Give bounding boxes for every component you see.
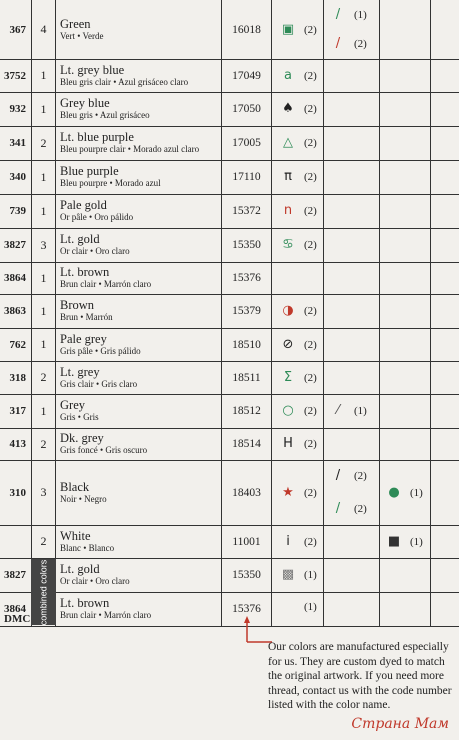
backstitch-count: (2) (354, 502, 367, 515)
color-name-alt: Gris foncé • Gris oscuro (60, 445, 148, 455)
french-knot-cell (380, 59, 431, 92)
thread-code: 18510 (222, 328, 272, 361)
color-name-english: Lt. brown (60, 596, 110, 610)
color-name (56, 59, 222, 92)
quantity: 3 (31, 460, 56, 525)
thread-code: 11001 (222, 525, 272, 558)
symbol-cell (272, 558, 324, 592)
stitch-symbol (278, 135, 317, 150)
french-knot-cell (380, 460, 431, 525)
symbol-cell (272, 59, 324, 92)
symbol-cell (272, 92, 324, 126)
backstitch-icon: ⁄ (336, 403, 340, 418)
color-name-alt: Bleu gris • Azul grisáceo (60, 110, 150, 120)
backstitch-cell (324, 59, 380, 92)
backstitch-icon: / (335, 468, 341, 483)
symbol-cell (272, 228, 324, 262)
dmc-number: 739 (9, 205, 26, 217)
color-name-alt: Brun clair • Marrón claro (60, 279, 152, 289)
color-name-alt: Bleu gris clair • Azul grisáceo claro (60, 76, 189, 87)
backstitch-cell (324, 558, 380, 592)
color-name-alt: Gris clair • Gris claro (60, 378, 138, 389)
thread-code: 15372 (222, 194, 272, 228)
stitch-symbol-icon: △ (283, 135, 293, 150)
color-name-alt: Noir • Negro (60, 493, 107, 504)
french-knot-cell (380, 558, 431, 592)
thread-code: 17110 (222, 160, 272, 194)
stitch-symbol-count: (2) (304, 102, 317, 115)
color-name (56, 92, 222, 126)
color-name (56, 558, 222, 592)
color-name (56, 228, 222, 262)
color-name-english: White (60, 528, 91, 543)
french-knot-cell (380, 194, 431, 228)
thread-code: 17005 (222, 126, 272, 160)
symbol-cell (272, 428, 324, 460)
backstitch-cell (324, 194, 380, 228)
stitch-symbol-count: (2) (304, 338, 317, 351)
stitch-symbol (278, 601, 317, 613)
stitch-symbol-count: (2) (304, 437, 317, 450)
backstitch-cell (324, 361, 380, 394)
thread-code: 15376 (222, 262, 272, 294)
thread-row (0, 59, 459, 93)
stitch-symbol-count: (2) (304, 371, 317, 384)
stitch-symbol-icon: n (283, 203, 293, 218)
thread-code: 17049 (222, 59, 272, 92)
color-name-english: Lt. gold (60, 562, 100, 576)
dmc-number: 413 (9, 438, 26, 450)
stitch-symbol (278, 370, 317, 385)
stitch-symbol-icon: ▣ (281, 22, 295, 37)
symbol-cell (272, 0, 324, 59)
french-knot-cell (380, 361, 431, 394)
thread-code: 18514 (222, 428, 272, 460)
backstitch-icon: / (335, 36, 341, 51)
thread-row (0, 92, 459, 127)
french-knot-cell (380, 428, 431, 460)
dmc-number: 3827 (4, 239, 26, 251)
backstitch (328, 36, 367, 51)
backstitch-cell (324, 525, 380, 558)
french-knot-cell (380, 160, 431, 194)
backstitch-cell (324, 160, 380, 194)
thread-note: Our colors are manufactured especially for us. They are custom dyed to match the original artwork. If you need more thread, contact us with the code number listed with the color name. (268, 641, 452, 711)
backstitch (328, 468, 367, 483)
french-knot-cell (380, 328, 431, 361)
dmc-number (0, 525, 30, 558)
symbol-cell (272, 361, 324, 394)
color-name-english: Grey blue (60, 96, 110, 110)
color-name-alt: Gris • Gris (60, 412, 99, 422)
thread-row (0, 228, 459, 263)
thread-code: 15350 (222, 228, 272, 262)
thread-code: 15376 (222, 592, 272, 626)
backstitch-cell (324, 328, 380, 361)
symbol-cell (272, 194, 324, 228)
thread-row (0, 592, 459, 627)
stitch-symbol-count: (2) (304, 170, 317, 183)
symbol-cell (272, 592, 324, 626)
french-knot (384, 485, 423, 500)
color-name-english: Lt. brown (60, 265, 110, 279)
color-name (56, 262, 222, 294)
stitch-symbol (278, 337, 317, 352)
backstitch (328, 403, 367, 418)
french-knot-cell (380, 0, 431, 59)
color-name-alt: Gris pâle • Gris pálido (60, 345, 141, 356)
stitch-symbol-count: (2) (304, 404, 317, 417)
color-name-english: Pale gold (60, 198, 107, 212)
quantity: 1 (31, 194, 56, 228)
thread-code: 18511 (222, 361, 272, 394)
stitch-symbol-count: (2) (304, 238, 317, 251)
stitch-symbol (278, 485, 317, 500)
thread-code: 16018 (222, 0, 272, 59)
symbol-cell (272, 160, 324, 194)
french-knot-cell (380, 92, 431, 126)
french-knot-count: (1) (410, 535, 423, 548)
backstitch-count: (2) (354, 37, 367, 50)
stitch-symbol-count: (2) (304, 204, 317, 217)
color-name-english: Grey (60, 398, 85, 412)
symbol-cell (272, 460, 324, 525)
stitch-symbol-count: (2) (304, 23, 317, 36)
stitch-symbol (278, 534, 317, 549)
stitch-symbol-icon: ▩ (281, 567, 295, 582)
quantity: 1 (31, 160, 56, 194)
thread-code: 17050 (222, 92, 272, 126)
thread-row (0, 160, 459, 195)
french-knot-cell (380, 394, 431, 428)
dmc-footer-label: DMC (4, 613, 31, 625)
stitch-symbol-icon: ♋ (282, 237, 294, 252)
color-name (56, 428, 222, 460)
symbol-cell (272, 262, 324, 294)
french-knot-cell (380, 228, 431, 262)
dmc-number: 932 (9, 103, 26, 115)
color-name (56, 361, 222, 394)
dmc-number: 3863 (4, 305, 26, 317)
color-name (56, 126, 222, 160)
stitch-symbol-count: (1) (304, 601, 317, 613)
backstitch-cell (324, 394, 380, 428)
symbol-cell (272, 294, 324, 328)
color-name (56, 592, 222, 626)
thread-row (0, 428, 459, 461)
dmc-number: 318 (9, 371, 26, 384)
thread-row (0, 361, 459, 395)
thread-code: 18512 (222, 394, 272, 428)
thread-row (0, 460, 459, 526)
quantity: 2 (31, 126, 56, 160)
dmc-number: 3827 (4, 569, 26, 581)
thread-row (0, 394, 459, 429)
backstitch-cell (324, 592, 380, 626)
color-name-alt: Vert • Verde (60, 30, 104, 41)
stitch-symbol-icon: ⊘ (282, 337, 294, 352)
backstitch-cell (324, 92, 380, 126)
stitch-symbol-icon: π (284, 169, 292, 184)
color-name (56, 525, 222, 558)
stitch-symbol-icon: H (283, 436, 293, 451)
backstitch-cell (324, 428, 380, 460)
dmc-number: 341 (9, 137, 26, 149)
color-name-english: Lt. grey (60, 364, 100, 379)
color-name (56, 0, 222, 59)
color-name (56, 194, 222, 228)
backstitch-cell (324, 262, 380, 294)
french-knot-count: (1) (410, 486, 423, 499)
stitch-symbol (278, 403, 317, 418)
thread-row (0, 126, 459, 161)
stitch-symbol (278, 68, 317, 83)
quantity: 1 (31, 262, 56, 294)
color-name-english: Brown (60, 298, 95, 312)
dmc-number: 3864 (4, 272, 26, 284)
stitch-symbol-count: (2) (304, 69, 317, 82)
thread-code: 18403 (222, 460, 272, 525)
backstitch (328, 7, 367, 22)
color-name-alt: Blanc • Blanco (60, 542, 115, 553)
backstitch (328, 501, 367, 516)
thread-row (0, 558, 459, 593)
stitch-symbol-count: (2) (304, 486, 317, 499)
color-name (56, 294, 222, 328)
quantity: 2 (31, 525, 56, 558)
stitch-symbol-icon: i (286, 534, 290, 549)
dmc-number: 762 (9, 338, 26, 351)
backstitch-icon: / (335, 501, 341, 516)
stitch-symbol-icon: ◑ (282, 303, 294, 318)
dmc-number: 367 (9, 23, 26, 36)
stitch-symbol-count: (2) (304, 304, 317, 317)
color-name (56, 394, 222, 428)
french-knot-cell (380, 525, 431, 558)
color-name-english: Pale grey (60, 331, 107, 346)
backstitch-cell (324, 228, 380, 262)
color-name-english: Black (60, 479, 90, 494)
color-name (56, 160, 222, 194)
quantity: 1 (31, 59, 56, 92)
backstitch-cell (324, 294, 380, 328)
color-name-alt: Brun clair • Marrón claro (60, 610, 152, 620)
french-knot-cell (380, 294, 431, 328)
symbol-cell (272, 394, 324, 428)
color-name-english: Dk. grey (60, 431, 104, 445)
thread-row (0, 262, 459, 295)
symbol-cell (272, 328, 324, 361)
quantity: 1 (31, 92, 56, 126)
dmc-number: 340 (9, 171, 26, 183)
thread-code: 15350 (222, 558, 272, 592)
stitch-symbol-icon: ♠ (282, 101, 294, 116)
french-knot-icon: ● (388, 485, 400, 500)
stitch-symbol (278, 567, 317, 582)
watermark: Страна Мам (351, 716, 449, 732)
color-name-english: Blue purple (60, 164, 119, 178)
stitch-symbol-icon: ★ (282, 485, 294, 500)
french-knot-cell (380, 126, 431, 160)
symbol-cell (272, 525, 324, 558)
color-name-english: Lt. grey blue (60, 62, 125, 77)
quantity: 1 (31, 394, 56, 428)
backstitch-icon: / (335, 7, 341, 22)
quantity: 2 (31, 428, 56, 460)
quantity: 2 (31, 361, 56, 394)
backstitch-count: (2) (354, 469, 367, 482)
stitch-symbol-icon: ○ (282, 403, 294, 418)
color-name-english: Green (60, 16, 91, 31)
stitch-symbol (278, 169, 317, 184)
quantity: 1 (31, 328, 56, 361)
dmc-number: 310 (9, 486, 26, 499)
color-name-alt: Or clair • Oro claro (60, 576, 130, 586)
combined-colors-label: combined colors (31, 559, 56, 625)
backstitch-cell (324, 460, 380, 525)
stitch-symbol-count: (1) (304, 568, 317, 581)
quantity: 1 (31, 294, 56, 328)
color-name-alt: Bleu pourpre • Morado azul (60, 178, 161, 188)
color-name-alt: Bleu pourpre clair • Morado azul claro (60, 144, 200, 154)
french-knot (384, 534, 423, 549)
french-knot-cell (380, 592, 431, 626)
dmc-number: 3864 (4, 603, 26, 615)
color-name-alt: Or clair • Oro claro (60, 246, 130, 256)
stitch-symbol-count: (2) (304, 136, 317, 149)
stitch-symbol-count: (2) (304, 535, 317, 548)
backstitch-cell (324, 126, 380, 160)
stitch-symbol (278, 237, 317, 252)
color-name-english: Lt. gold (60, 232, 100, 246)
quantity: 3 (31, 228, 56, 262)
stitch-symbol (278, 303, 317, 318)
thread-row (0, 194, 459, 229)
stitch-symbol (278, 101, 317, 116)
quantity: 4 (31, 0, 56, 59)
dmc-number: 3752 (4, 69, 26, 82)
stitch-symbol (278, 436, 317, 451)
color-name (56, 328, 222, 361)
backstitch-count: (1) (354, 8, 367, 21)
stitch-symbol (278, 22, 317, 37)
thread-row (0, 294, 459, 329)
stitch-symbol-icon: a (284, 68, 292, 83)
thread-row (0, 0, 459, 60)
stitch-symbol-icon: Σ (283, 370, 293, 385)
backstitch-cell (324, 0, 380, 59)
thread-row (0, 525, 459, 559)
french-knot-cell (380, 262, 431, 294)
color-name-alt: Or pâle • Oro pálido (60, 212, 134, 222)
color-name-english: Lt. blue purple (60, 130, 134, 144)
french-knot-icon: ■ (387, 534, 401, 549)
color-name (56, 460, 222, 525)
stitch-symbol (278, 203, 317, 218)
dmc-number: 317 (9, 405, 26, 417)
color-name-alt: Brun • Marrón (60, 312, 113, 322)
thread-code: 15379 (222, 294, 272, 328)
backstitch-count: (1) (354, 404, 367, 417)
symbol-cell (272, 126, 324, 160)
thread-row (0, 328, 459, 362)
